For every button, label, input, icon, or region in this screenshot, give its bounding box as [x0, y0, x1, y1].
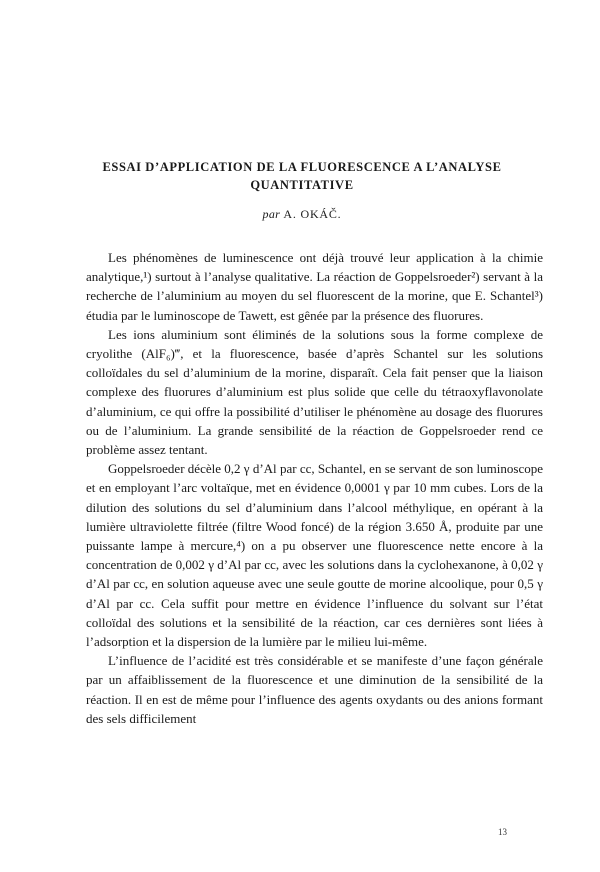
author-name: A. OKÁČ. — [283, 207, 342, 221]
paragraph: L’influence de l’acidité est très considérable et se manifeste d’une façon générale par un affaiblissement de la fluorescence et une diminution de la sensibilité de la réaction. Il en est de même pour l’influence des agents oxydants ou des anions formant des sels difficilement — [86, 653, 543, 726]
paragraph: Goppelsroeder décèle 0,2 γ d’Al par cc, Schantel, en se servant de son luminoscope et en employant l’arc voltaïque, met en évidence 0,0001 γ par 10 mm cubes. Lors de la dilution des solutions du sel d’aluminium dans l’alcool méthylique, en opérant à la lumière ultraviolette filtrée (filtre Wood foncé) de la région 3.650 Å, produite par une puissante lampe à mercure,⁴) on a pu observer une fluorescence nette encore à la concentration de 0,002 γ d’Al par cc, avec les solutions dans la cyclohexanone, à 0,02 γ d’Al par cc, en solution aqueuse avec une seule goutte de morine alcoolique, pour 0,5 γ d’Al par cc. Cela suffit pour mettre en évidence l’influence du solvant sur l’état colloïdal des solutions et la sensibilité de la réaction, car ces dernières sont liées à l’adsorption et la dispersion de la lumière par le milieu lui-même. — [86, 461, 543, 650]
article-title: ESSAI D’APPLICATION DE LA FLUORESCENCE A L’ANALYSE QUANTITATIVE — [102, 160, 502, 192]
page-number: 13 — [498, 827, 507, 837]
paragraph: Les phénomènes de luminescence ont déjà trouvé leur application à la chimie analytique,¹) surtout à l’analyse qualitative. La réaction de Goppelsroeder²) servant à la recherche de l’aluminium au moyen du sel fluorescent de la morine, que E. Schantel³) étudia par le luminoscope de Tawett, est gênée par la présence des fluorures. — [86, 250, 543, 323]
byline-prefix: par — [262, 207, 281, 221]
article-body — [86, 248, 543, 728]
byline — [60, 207, 544, 222]
paragraph: Les ions aluminium sont éliminés de la solutions sous la forme complexe de cryolithe (AlF₆)‴, et la fluorescence, basée d’après Schantel sur les solutions colloïdales du sel d’aluminium de la morine, disparaît. Cela fait penser que la liaison complexe des fluorures d’aluminium est plus solide que celle du tétraoxyflavonolate d’aluminium, ce qui offre la possibilité d’utiliser le phénomène au dosage des fluorures ou de l’aluminium. La grande sensibilité de la réaction de Goppelsroeder rend ce problème assez tentant. — [86, 326, 543, 458]
